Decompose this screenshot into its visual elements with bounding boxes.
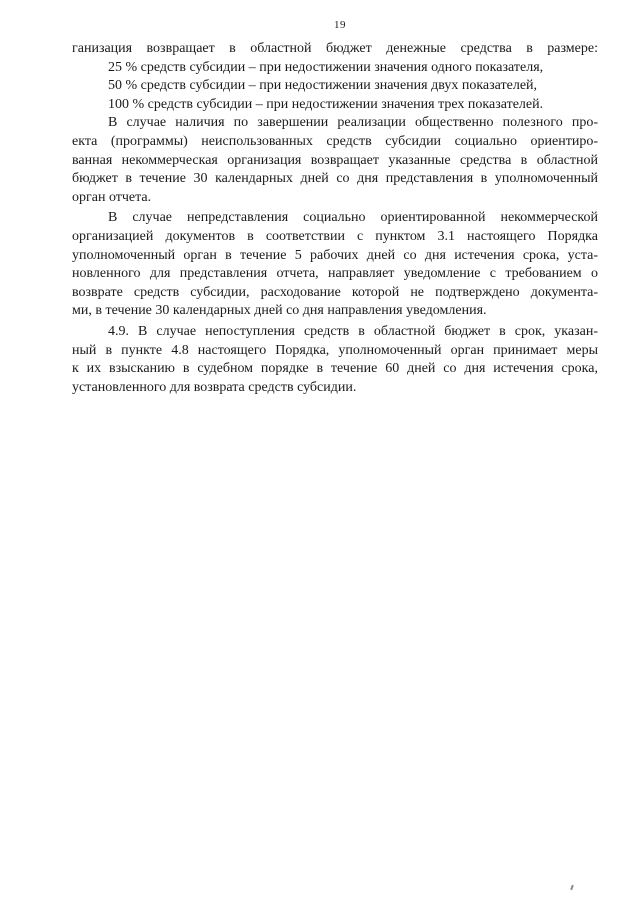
- text-line: ванная некоммерческая организация возвращает указанные средства в областной: [72, 152, 598, 168]
- text-line: орган отчета.: [72, 189, 152, 205]
- text-line: ми, в течение 30 календарных дней со дня направления уведомления.: [72, 303, 487, 319]
- text-line: 100 % средств субсидии – при недостижении значения трех показателей.: [108, 96, 544, 112]
- text-line: организацией документов в соответствии с пунктом 3.1 настоящего Порядка: [72, 228, 598, 244]
- text-line: установленного для возврата средств субсидии.: [72, 379, 357, 395]
- text-line: уполномоченный орган в течение 5 рабочих дней со дня истечения срока, уста-: [72, 247, 598, 263]
- text-line: В случае наличия по завершении реализации общественно полезного про-: [108, 115, 598, 131]
- text-line: В случае непредставления социально ориентированной некоммерческой: [108, 210, 598, 226]
- text-line: екта (программы) неиспользованных средств субсидии социально ориентиро-: [72, 133, 598, 149]
- page-number: 19: [334, 19, 346, 31]
- text-line: ный в пункте 4.8 настоящего Порядка, уполномоченный орган принимает меры: [72, 342, 598, 358]
- text-line: 50 % средств субсидии – при недостижении значения двух показателей,: [108, 78, 538, 94]
- body-text: [72, 40, 598, 397]
- scan-artifact-mark: [570, 885, 574, 890]
- text-line: новленного для представления отчета, направляет уведомление с требованием о: [72, 266, 598, 282]
- text-line: 25 % средств субсидии – при недостижении значения одного показателя,: [108, 59, 544, 75]
- text-line: к их взысканию в судебном порядке в течение 60 дней со дня истечения срока,: [72, 361, 598, 377]
- text-line: возврате средств субсидии, расходование которой не подтверждено документа-: [72, 284, 598, 300]
- text-line: бюджет в течение 30 календарных дней со дня представления в уполномоченный: [72, 171, 598, 187]
- text-line: ганизация возвращает в областной бюджет денежные средства в размере:: [72, 41, 598, 56]
- text-line: 4.9. В случае непоступления средств в областной бюджет в срок, указан-: [108, 323, 598, 339]
